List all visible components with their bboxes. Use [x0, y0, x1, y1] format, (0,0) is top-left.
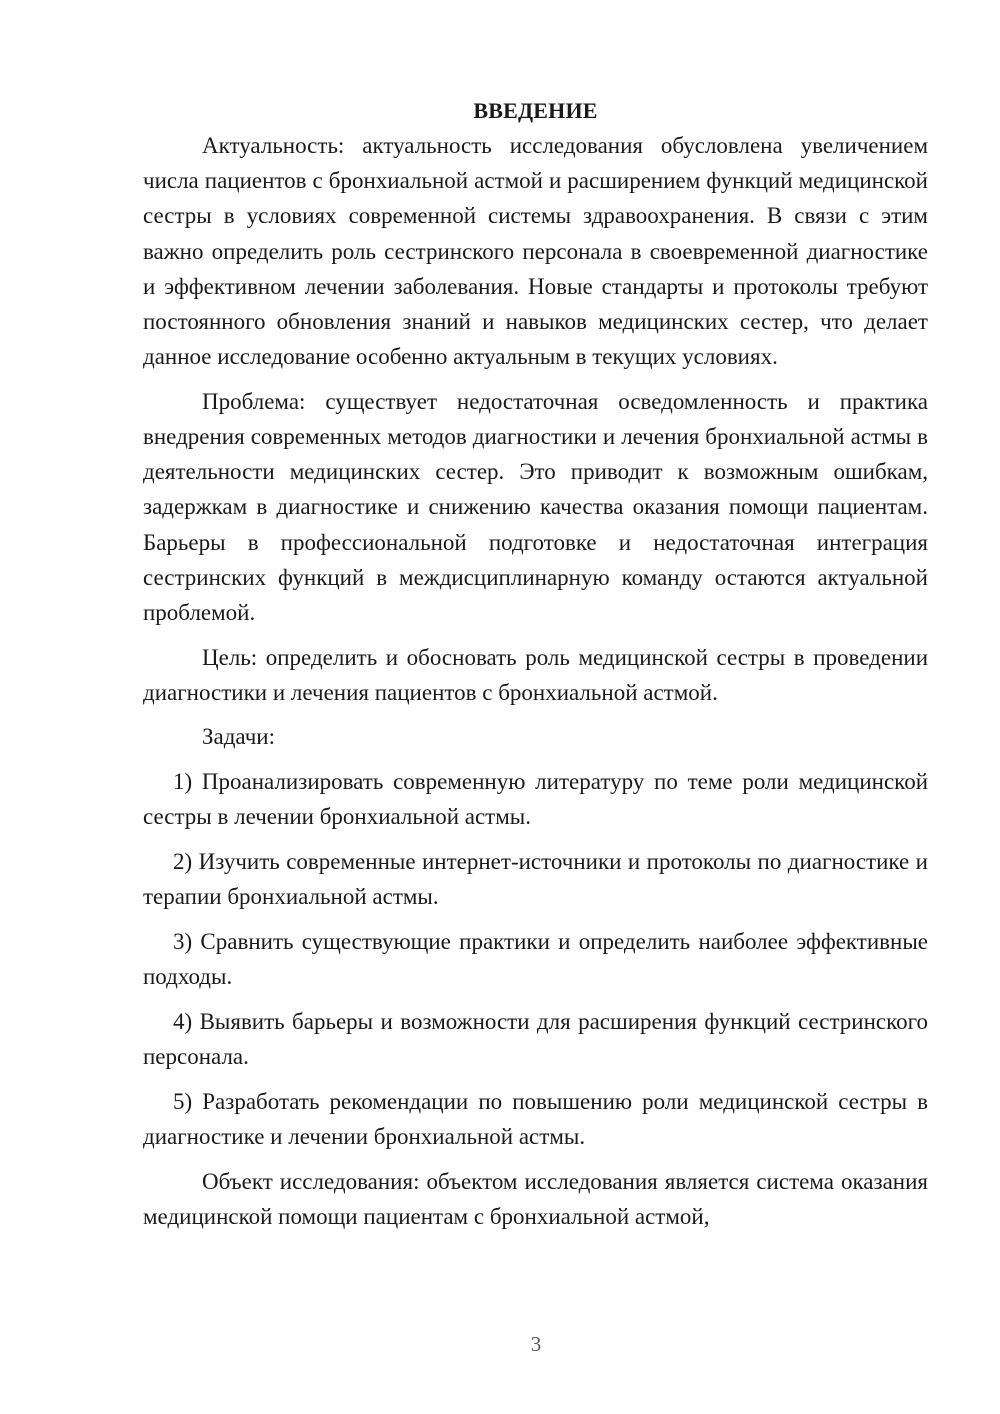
- paragraph-relevance: Актуальность: актуальность исследования обусловлена увеличением числа пациентов с бронхиальной астмой и расширением функций медицинской сестры в условиях современной системы здравоохранения. В связи с этим важно определить роль сестринского персонала в своевременной диагностике и эффективном лечении заболевания. Новые стандарты и протоколы требуют постоянного обновления знаний и навыков медицинских сестер, что делает данное исследование особенно актуальным в текущих условиях.: [143, 133, 928, 370]
- paragraph-object: Объект исследования: объектом исследования является система оказания медицинской помощи пациентам с бронхиальной астмой,: [143, 1169, 928, 1230]
- task-item: 4) Выявить барьеры и возможности для расширения функций сестринского персонала.: [143, 1009, 928, 1070]
- task-item: 2) Изучить современные интернет-источники и протоколы по диагностике и терапии бронхиальной астмы.: [143, 849, 928, 910]
- page-title: ВВЕДЕНИЕ: [473, 98, 598, 123]
- task-item: 1) Проанализировать современную литературу по теме роли медицинской сестры в лечении бронхиальной астмы.: [143, 769, 928, 830]
- paragraph-tasks-heading: Задачи:: [202, 724, 275, 750]
- task-item: 5) Разработать рекомендации по повышению роли медицинской сестры в диагностике и лечении бронхиальной астмы.: [143, 1089, 928, 1150]
- task-item: 3) Сравнить существующие практики и определить наиболее эффективные подходы.: [143, 929, 928, 990]
- page-content: [143, 93, 928, 1244]
- page-number: 3: [530, 1332, 542, 1356]
- paragraph-problem: Проблема: существует недостаточная осведомленность и практика внедрения современных методов диагностики и лечения бронхиальной астмы в деятельности медицинских сестер. Это приводит к возможным ошибкам, задержкам в диагностике и снижению качества оказания помощи пациентам. Барьеры в профессиональной подготовке и недостаточная интеграция сестринских функций в междисциплинарную команду остаются актуальной проблемой.: [143, 388, 928, 626]
- paragraph-goal: Цель: определить и обосновать роль медицинской сестры в проведении диагностики и лечения пациентов с бронхиальной астмой.: [143, 644, 928, 705]
